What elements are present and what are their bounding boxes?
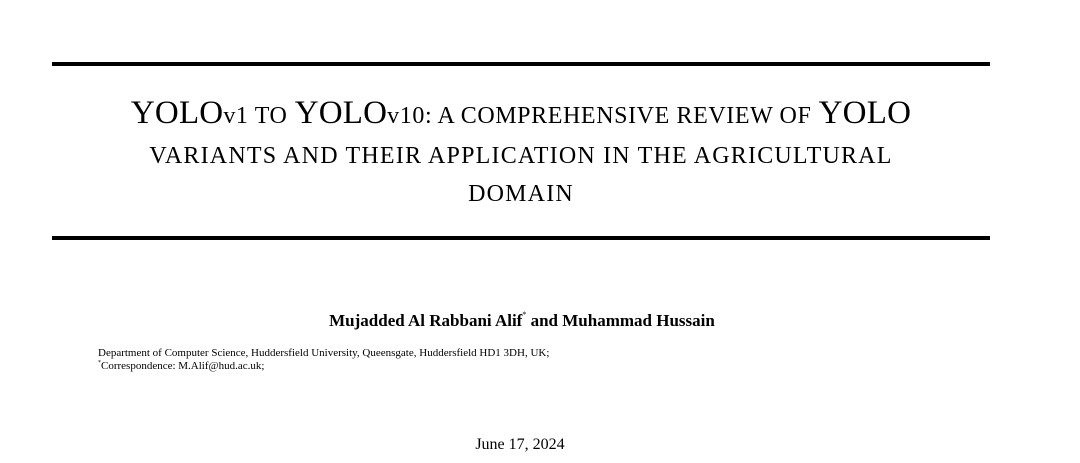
title-line-2: VARIANTS AND THEIR APPLICATION IN THE AGRICULTURAL [149, 143, 893, 169]
title-word-yolo-3: YOLO [811, 95, 912, 131]
publication-date: June 17, 2024 [475, 436, 565, 453]
affiliation-correspondence [98, 360, 549, 373]
correspondence-email: Correspondence: M.Alif@hud.ac.uk; [101, 360, 265, 372]
author-2: Muhammad Hussain [562, 311, 715, 330]
paper-title [52, 92, 990, 213]
title-line-3: DOMAIN [468, 181, 574, 207]
title-top-rule [52, 62, 990, 66]
title-word-yolo-2: YOLO [287, 95, 388, 131]
title-word-v10: v10: [387, 103, 438, 129]
author-1: Mujadded Al Rabbani Alif [329, 311, 523, 330]
author-list [0, 310, 1044, 332]
title-line-1 [52, 92, 990, 137]
title-bottom-rule [52, 236, 990, 240]
title-phrase-review: A COMPREHENSIVE REVIEW OF [437, 103, 812, 129]
title-word-v1: v1 [223, 103, 255, 129]
correspondence-mark: * [98, 360, 101, 366]
corresponding-author-mark: * [522, 310, 527, 319]
title-word-yolo-1: YOLO [130, 95, 224, 131]
affiliation-department: Department of Computer Science, Huddersfield University, Queensgate, Huddersfield HD1 3DH, UK; [98, 347, 550, 359]
affiliation-block [98, 347, 549, 373]
title-word-to: TO [254, 103, 288, 129]
author-conjunction: and [526, 311, 563, 330]
